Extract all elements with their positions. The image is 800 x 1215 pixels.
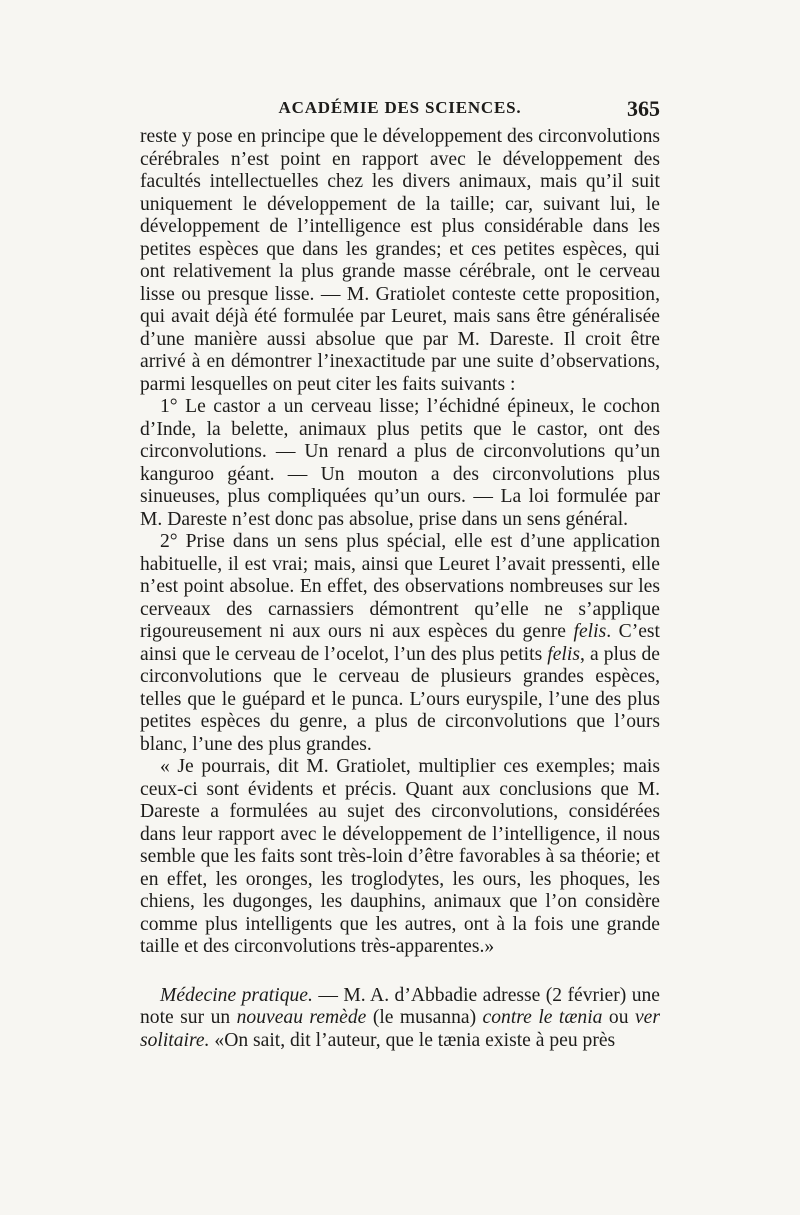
paragraph-point-1: 1° Le castor a un cerveau lisse; l’échidné épineux, le cochon d’Inde, la belette, animaux plus petits que le castor, ont des circonvolutions. — Un renard a plus de circonvolutions qu’un kanguroo géant. — Un mouton a des circonvolutions plus sinueuses, plus compliquées qu’un ours. — La loi formulée par M. Dareste n’est donc pas absolue, prise dans un sens général. — [140, 396, 660, 530]
paragraph-text: 2° Prise dans un sens plus spécial, elle est d’une application habituelle, il est vrai; mais, ainsi que Leuret l’avait pressenti, elle n’est point absolue. En effet, des observations nombreuses sur les cerveaux des carnassiers démontrent qu’elle ne s’applique rigoureusement ni aux ours ni aux espèces du genre — [140, 531, 660, 642]
paragraph-text: (le musanna) — [366, 1007, 483, 1028]
italic-term: felis — [573, 621, 607, 642]
paragraph-quote: « Je pourrais, dit M. Gratiolet, multiplier ces exemples; mais ceux-ci sont évidents et précis. Quant aux conclusions que M. Dareste a formulées au sujet des circonvolutions, considérées dans leur rapport avec le développement de l’intelligence, il nous semble que les faits sont très-loin d’être favorables à sa théorie; et en effet, les oronges, les troglodytes, les ours, les phoques, les chiens, les dugonges, les dauphins, animaux que l’on considère comme plus intelligents que les autres, ont à la fois une grande taille et des circonvolutions très-apparentes.» — [140, 756, 660, 957]
paragraph-text: — M. A. d’Abbadie adresse (2 février) une note sur un — [140, 984, 660, 1028]
paragraph-text: ou — [602, 1007, 635, 1028]
body-text — [140, 126, 660, 1052]
paragraph-medecine — [140, 985, 660, 1053]
paragraph-text: . C’est ainsi que le cerveau de l’ocelot, l’un des plus petits — [140, 621, 661, 665]
paragraph-point-2 — [140, 531, 660, 756]
paragraph-continuation: reste y pose en principe que le développement des circonvolutions cérébrales n’est point en rapport avec le développement des facultés intellectuelles chez les divers animaux, mais qu’il suit uniquement le développement de la taille; car, suivant lui, le développement de l’intelligence est plus considérable dans les petites espèces que dans les grandes; et ces petites espèces, qui ont relativement la plus grande masse cérébrale, ont le cerveau lisse ou presque lisse. — M. Gratiolet conteste cette proposition, qui avait déjà été formulée par Leuret, mais sans être généralisée d’une manière aussi absolue que par M. Dareste. Il croit être arrivé à en démontrer l’inexactitude par une suite d’observations, parmi lesquelles on peut citer les faits suivants : — [140, 126, 660, 395]
section-spacer — [140, 959, 660, 985]
italic-term: ver solitaire. — [140, 1007, 660, 1051]
page-number: 365 — [627, 96, 660, 121]
running-header — [140, 96, 660, 124]
paragraph-text: , a plus de circonvolutions que le cerveau de plusieurs grandes espèces, telles que le guépard et le punca. L’ours euryspile, l’une des plus petites espèces du genre, a plus de circonvolutions que l’ours blanc, l’une des plus grandes. — [140, 643, 660, 755]
section-heading: Médecine pratique. — [160, 984, 313, 1006]
italic-term: felis — [547, 643, 580, 665]
italic-term: contre le tænia — [482, 1007, 603, 1028]
italic-term: nouveau remède — [236, 1007, 367, 1028]
header-title: ACADÉMIE DES SCIENCES. — [278, 98, 522, 117]
paragraph-text: «On sait, dit l’auteur, que le tænia existe à peu près — [209, 1029, 616, 1051]
